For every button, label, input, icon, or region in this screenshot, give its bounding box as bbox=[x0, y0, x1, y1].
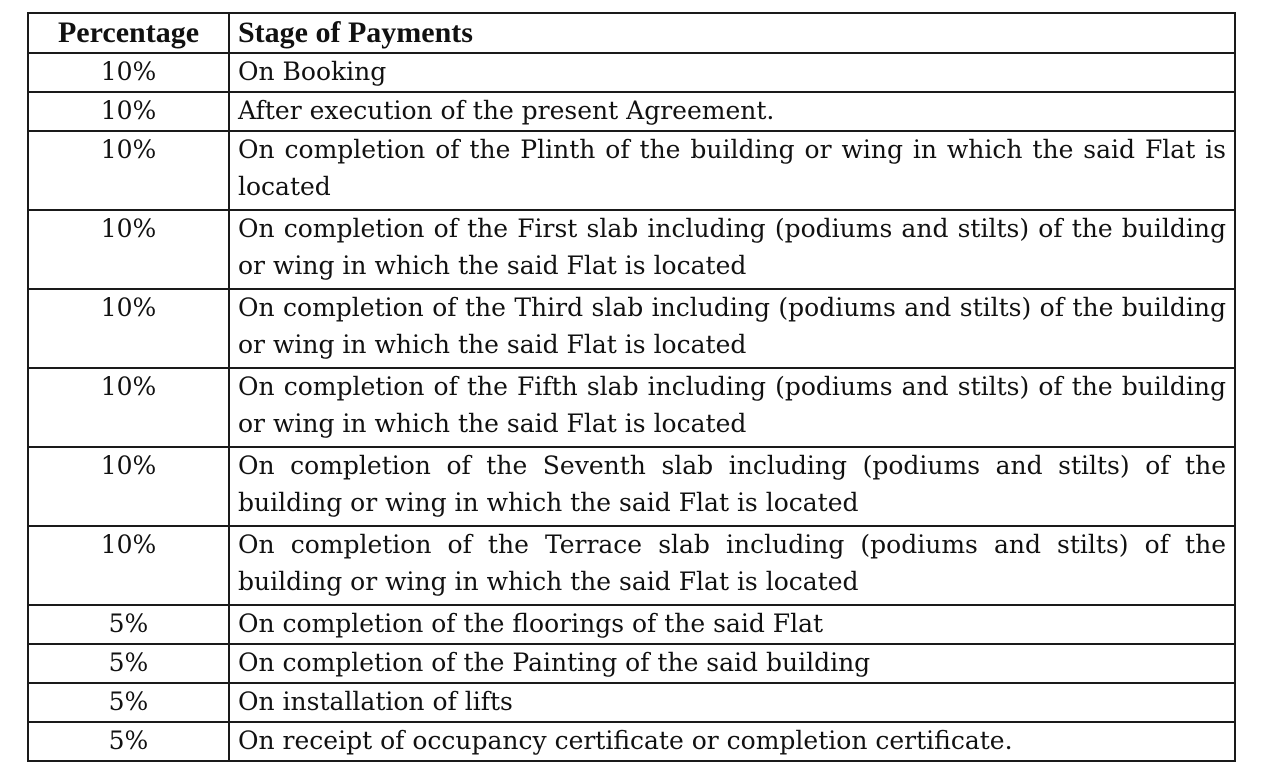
table-row bbox=[28, 644, 1235, 683]
percentage-cell: 10% bbox=[28, 131, 229, 210]
stage-cell: On completion of the floorings of the said Flat bbox=[229, 605, 1235, 644]
stage-cell: On completion of the Plinth of the building or wing in which the said Flat is located bbox=[229, 131, 1235, 210]
stage-cell: On completion of the Third slab including (podiums and stilts) of the building or wing in which the said Flat is located bbox=[229, 289, 1235, 368]
stage-cell: On completion of the Painting of the said building bbox=[229, 644, 1235, 683]
table-row bbox=[28, 210, 1235, 289]
stage-cell: On completion of the Fifth slab including (podiums and stilts) of the building or wing in which the said Flat is located bbox=[229, 368, 1235, 447]
payment-schedule-table bbox=[27, 12, 1236, 762]
header-row bbox=[28, 13, 1235, 53]
percentage-cell: 5% bbox=[28, 605, 229, 644]
percentage-cell: 10% bbox=[28, 289, 229, 368]
table-row bbox=[28, 722, 1235, 761]
stage-cell: On completion of the Seventh slab including (podiums and stilts) of the building or wing in which the said Flat is located bbox=[229, 447, 1235, 526]
percentage-cell: 10% bbox=[28, 92, 229, 131]
percentage-cell: 10% bbox=[28, 368, 229, 447]
stage-cell: On Booking bbox=[229, 53, 1235, 92]
stage-header: Stage of Payments bbox=[229, 13, 1235, 53]
table-row bbox=[28, 683, 1235, 722]
percentage-cell: 10% bbox=[28, 53, 229, 92]
percentage-cell: 5% bbox=[28, 722, 229, 761]
table-row bbox=[28, 289, 1235, 368]
percentage-cell: 10% bbox=[28, 526, 229, 605]
percentage-cell: 5% bbox=[28, 644, 229, 683]
stage-cell: After execution of the present Agreement. bbox=[229, 92, 1235, 131]
table-row bbox=[28, 92, 1235, 131]
table-row bbox=[28, 526, 1235, 605]
stage-cell: On installation of lifts bbox=[229, 683, 1235, 722]
stage-cell: On completion of the First slab including (podiums and stilts) of the building or wing in which the said Flat is located bbox=[229, 210, 1235, 289]
stage-cell: On receipt of occupancy certificate or completion certificate. bbox=[229, 722, 1235, 761]
table-row bbox=[28, 53, 1235, 92]
table-row bbox=[28, 447, 1235, 526]
percentage-cell: 10% bbox=[28, 210, 229, 289]
stage-cell: On completion of the Terrace slab including (podiums and stilts) of the building or wing in which the said Flat is located bbox=[229, 526, 1235, 605]
table-row bbox=[28, 131, 1235, 210]
percentage-header: Percentage bbox=[28, 13, 229, 53]
table-row bbox=[28, 605, 1235, 644]
percentage-cell: 10% bbox=[28, 447, 229, 526]
table-row bbox=[28, 368, 1235, 447]
percentage-cell: 5% bbox=[28, 683, 229, 722]
